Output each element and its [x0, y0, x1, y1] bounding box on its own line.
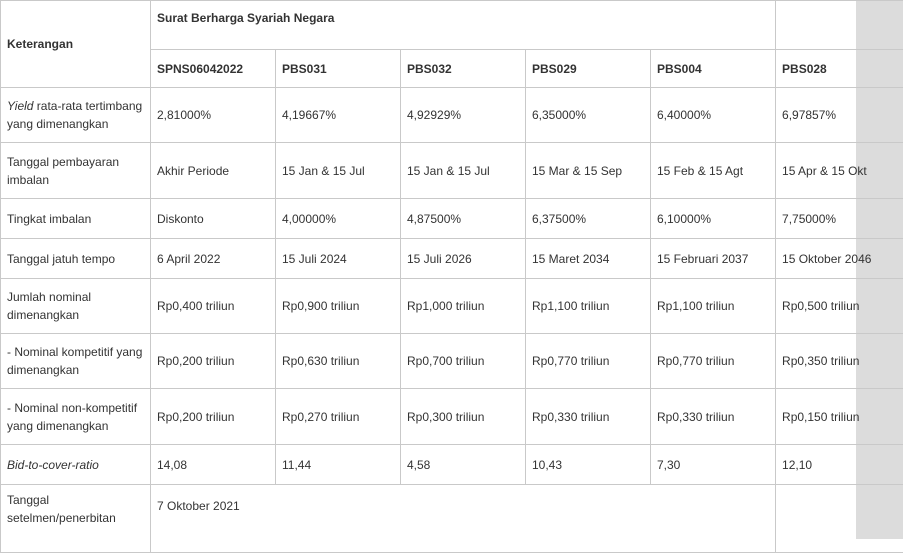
- table-cell: 2,81000%: [151, 88, 276, 143]
- table-cell: Rp0,400 triliun: [151, 279, 276, 334]
- row-label: Tingkat imbalan: [1, 199, 151, 239]
- table-cell: 15 Mar & 15 Sep: [526, 143, 651, 199]
- table-cell: 15 Juli 2026: [401, 239, 526, 279]
- table-cell: Rp0,330 triliun: [651, 389, 776, 445]
- row-label-italic: Yield: [7, 99, 33, 113]
- table-cell: 7,30: [651, 445, 776, 485]
- table-cell: Rp1,100 triliun: [651, 279, 776, 334]
- column-header: PBS032: [401, 50, 526, 88]
- table-cell: 4,58: [401, 445, 526, 485]
- table-cell: Rp0,300 triliun: [401, 389, 526, 445]
- table-cell: Rp0,630 triliun: [276, 334, 401, 389]
- table-cell: Rp0,350 triliun: [776, 334, 903, 389]
- row-label: Tanggal setelmen/penerbitan: [1, 485, 151, 553]
- table-cell: Rp0,700 triliun: [401, 334, 526, 389]
- row-label: Tanggal pembayaran imbalan: [1, 143, 151, 199]
- table-cell: 6,37500%: [526, 199, 651, 239]
- table-cell: Rp0,900 triliun: [276, 279, 401, 334]
- table-cell: Akhir Periode: [151, 143, 276, 199]
- table-cell: 6,35000%: [526, 88, 651, 143]
- table-row: [1, 143, 903, 199]
- table-cell: Rp1,000 triliun: [401, 279, 526, 334]
- table-cell: 15 Februari 2037: [651, 239, 776, 279]
- table-cell: 4,00000%: [276, 199, 401, 239]
- table-cell: Diskonto: [151, 199, 276, 239]
- column-header: PBS031: [276, 50, 401, 88]
- table-cell: 6,10000%: [651, 199, 776, 239]
- column-header: PBS028: [776, 50, 903, 88]
- table-cell: Rp0,770 triliun: [526, 334, 651, 389]
- column-header: PBS029: [526, 50, 651, 88]
- row-label: [1, 445, 151, 485]
- table-cell: 4,19667%: [276, 88, 401, 143]
- table-cell: Rp0,500 triliun: [776, 279, 903, 334]
- table-cell: 10,43: [526, 445, 651, 485]
- table-cell: 15 Feb & 15 Agt: [651, 143, 776, 199]
- table-cell: Rp0,770 triliun: [651, 334, 776, 389]
- table-cell: 11,44: [276, 445, 401, 485]
- table-cell: 15 Jan & 15 Jul: [401, 143, 526, 199]
- column-header: SPNS06042022: [151, 50, 276, 88]
- table-cell: 14,08: [151, 445, 276, 485]
- row-label: - Nominal kompetitif yang dimenangkan: [1, 334, 151, 389]
- table-cell: 4,87500%: [401, 199, 526, 239]
- table-cell: 15 Maret 2034: [526, 239, 651, 279]
- table-cell: Rp0,330 triliun: [526, 389, 651, 445]
- table-row: [1, 334, 903, 389]
- table-cell: 15 Jan & 15 Jul: [276, 143, 401, 199]
- row-label: Jumlah nominal dimenangkan: [1, 279, 151, 334]
- table-row: [1, 389, 903, 445]
- table-cell: Rp0,200 triliun: [151, 334, 276, 389]
- table-cell: 15 Oktober 2046: [776, 239, 903, 279]
- table-row: [1, 485, 903, 553]
- table-cell: Rp0,150 triliun: [776, 389, 903, 445]
- table-cell: 15 Apr & 15 Okt: [776, 143, 903, 199]
- table-row: [1, 279, 903, 334]
- table-cell: Rp0,270 triliun: [276, 389, 401, 445]
- table-row: [1, 445, 903, 485]
- row-label: - Nominal non-kompetitif yang dimenangkan: [1, 389, 151, 445]
- group-header: Surat Berharga Syariah Negara: [151, 1, 776, 50]
- table-cell: 7,75000%: [776, 199, 903, 239]
- table-cell: Rp0,200 triliun: [151, 389, 276, 445]
- table-cell: 12,10: [776, 445, 903, 485]
- table-cell: 6,40000%: [651, 88, 776, 143]
- table-cell-merged-overflow: [776, 485, 903, 553]
- row-label-italic: Bid-to-cover-ratio: [7, 458, 99, 472]
- table-cell: Rp1,100 triliun: [526, 279, 651, 334]
- row-label: Tanggal jatuh tempo: [1, 239, 151, 279]
- column-header: PBS004: [651, 50, 776, 88]
- table-cell: 6 April 2022: [151, 239, 276, 279]
- table-cell: 15 Juli 2024: [276, 239, 401, 279]
- table-row: [1, 88, 903, 143]
- table-row: [1, 199, 903, 239]
- table-row: [1, 239, 903, 279]
- group-header-overflow: [776, 1, 903, 50]
- table-cell: 4,92929%: [401, 88, 526, 143]
- row-label-rest: rata-rata tertimbang yang dimenangkan: [7, 99, 142, 131]
- table-cell-merged: 7 Oktober 2021: [151, 485, 776, 553]
- row-header-title: Keterangan: [1, 1, 151, 88]
- row-label: [1, 88, 151, 143]
- table-cell: 6,97857%: [776, 88, 903, 143]
